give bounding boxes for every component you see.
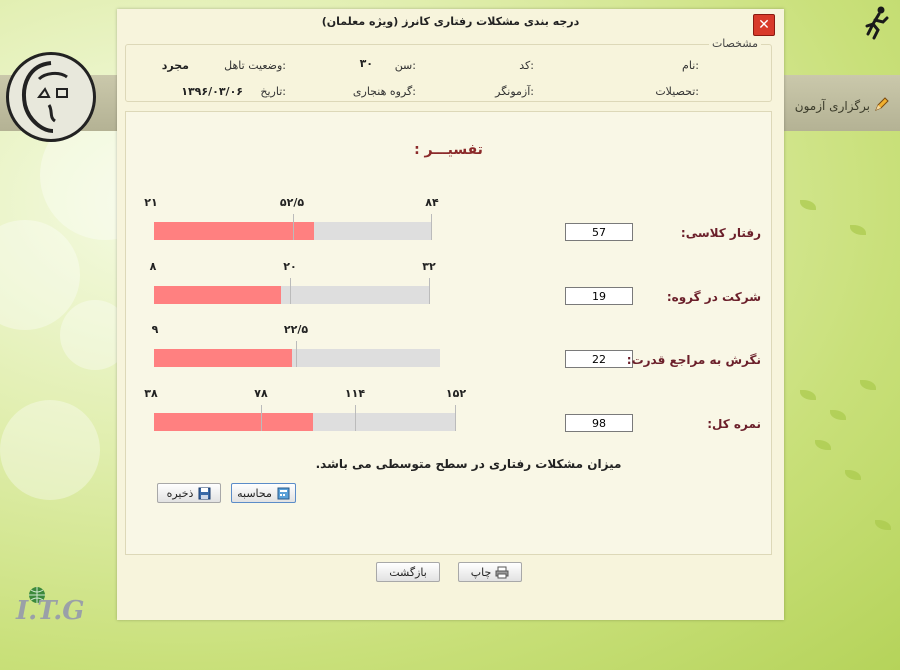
leaf-decoration [800, 390, 816, 400]
leaf-decoration [815, 440, 831, 450]
leaf-decoration [875, 520, 891, 530]
row2-label: شرکت در گروه: [666, 290, 761, 304]
row4-mid-tick: ۷۸ [254, 387, 268, 400]
row1-max-marker [431, 214, 432, 240]
row4-score-field[interactable]: 98 [565, 414, 633, 432]
row4-max-tick: ۱۵۲ [445, 387, 467, 400]
row4-min-tick: ۳۸ [144, 387, 158, 400]
row2-max-marker [429, 278, 430, 304]
save-label: ذخیره [166, 486, 194, 500]
marital-label: وضعیت تاهل: [224, 59, 286, 72]
row3-bar-track [154, 349, 440, 367]
examiner-label: آزمونگر: [495, 85, 534, 98]
row4-bar-fill [154, 413, 313, 431]
bokeh-circle [0, 400, 100, 500]
calculate-button[interactable] [231, 483, 296, 503]
row3-mid-marker [296, 341, 297, 367]
marital-value: مجرد [161, 59, 189, 72]
row2-bar-fill [154, 286, 281, 304]
app-logo [6, 52, 96, 142]
row4-max-marker [455, 405, 456, 431]
background-menu-item[interactable] [795, 96, 890, 115]
conners-dialog [117, 9, 784, 620]
floppy-disk-icon [198, 487, 211, 500]
info-legend: مشخصات [709, 37, 761, 50]
interpretation-heading: تفسیـــر : [414, 142, 483, 158]
itg-brand-logo: I.T.G [16, 590, 84, 620]
info-fieldset [125, 37, 772, 102]
row4-label: نمره کل: [707, 417, 761, 431]
result-text: میزان مشکلات رفتاری در سطح متوسطی می باشد. [315, 457, 622, 471]
row1-bar-track [154, 222, 432, 240]
row4-mid2-tick: ۱۱۴ [344, 387, 366, 400]
leaf-decoration [800, 200, 816, 210]
row3-mid-tick: ۲۲/۵ [283, 323, 309, 336]
date-label: تاریخ: [260, 85, 286, 98]
calculator-icon [277, 487, 290, 500]
row3-score-field[interactable]: 22 [565, 350, 633, 368]
leaf-decoration [860, 380, 876, 390]
exit-runner-icon[interactable] [864, 6, 890, 44]
interpretation-panel [125, 111, 772, 555]
age-value: ۳۰ [359, 57, 373, 70]
education-label: تحصیلات: [655, 85, 699, 98]
row4-bar-track [154, 413, 456, 431]
pencil-icon [874, 96, 890, 115]
leaf-decoration [845, 470, 861, 480]
close-button[interactable] [753, 14, 775, 36]
norm-group-label: گروه هنجاری: [352, 85, 416, 98]
row3-label: نگرش به مراجع قدرت: [626, 353, 761, 367]
back-button[interactable] [376, 562, 440, 582]
save-button[interactable] [157, 483, 221, 503]
row1-score-field[interactable]: 57 [565, 223, 633, 241]
background-menu-label: برگزاری آزمون [794, 98, 870, 113]
calculate-label: محاسبه [237, 486, 272, 500]
name-label: نام: [682, 59, 699, 72]
row3-bar-fill [154, 349, 292, 367]
row2-min-tick: ۸ [149, 260, 157, 273]
row2-score-field[interactable]: 19 [565, 287, 633, 305]
close-icon: ✕ [758, 17, 770, 33]
back-label: بازگشت [389, 565, 427, 579]
row3-min-tick: ۹ [151, 323, 159, 336]
row1-mid-marker [293, 214, 294, 240]
row2-mid-marker [290, 278, 291, 304]
leaf-decoration [850, 225, 866, 235]
dialog-title: درجه بندی مشکلات رفتاری کانرز (ویژه معلمان) [321, 15, 580, 28]
row4-mid-marker [261, 405, 262, 431]
age-label: سن: [394, 59, 416, 72]
print-button[interactable] [458, 562, 522, 582]
leaf-decoration [830, 410, 846, 420]
row2-max-tick: ۳۲ [422, 260, 436, 273]
row1-max-tick: ۸۴ [425, 196, 439, 209]
printer-icon [496, 566, 509, 579]
row2-bar-track [154, 286, 430, 304]
row1-label: رفتار کلاسی: [680, 226, 761, 240]
code-label: کد: [519, 59, 534, 72]
date-value: ۱۳۹۶/۰۳/۰۶ [181, 85, 243, 98]
print-label: چاپ [470, 565, 492, 579]
row4-mid2-marker [355, 405, 356, 431]
row1-min-tick: ۲۱ [144, 196, 158, 209]
row1-bar-fill [154, 222, 314, 240]
row1-mid-tick: ۵۲/۵ [279, 196, 305, 209]
row2-mid-tick: ۲۰ [283, 260, 297, 273]
